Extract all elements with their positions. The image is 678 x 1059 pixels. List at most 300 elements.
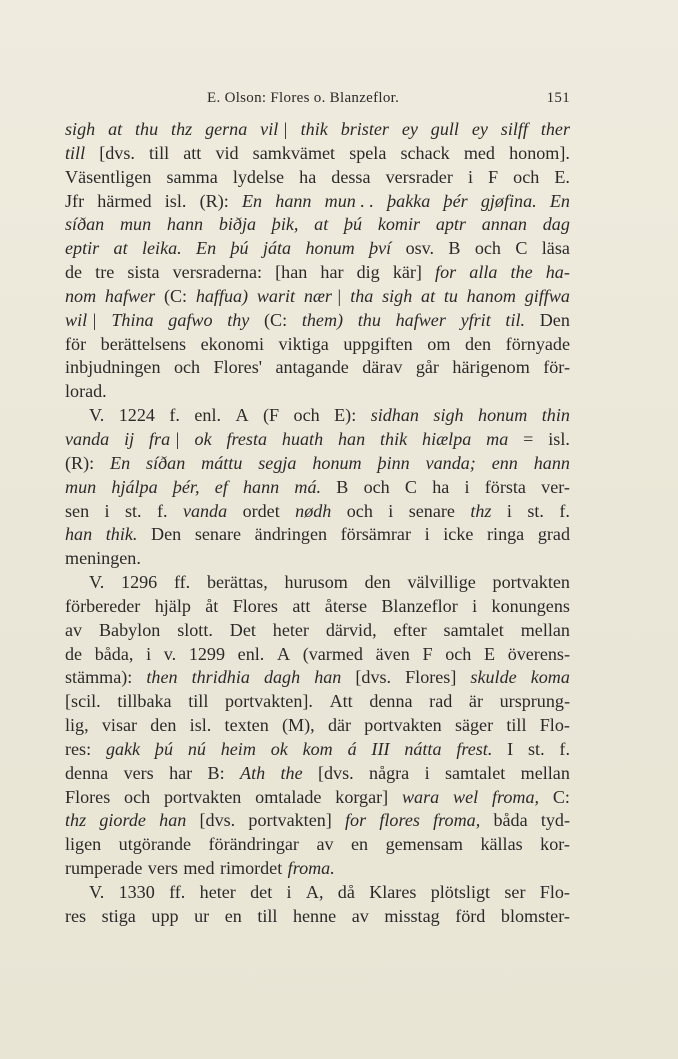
word: þik, [271, 214, 299, 235]
word: denna [369, 691, 413, 712]
word: fresta [226, 428, 268, 449]
word: biðja [218, 214, 257, 235]
word: vanda [182, 500, 228, 521]
word: síðan [65, 214, 105, 235]
word: wil | [65, 309, 97, 330]
word: st. [528, 738, 545, 759]
word: til. [505, 309, 526, 330]
word: þér [443, 190, 468, 211]
word: þakka [387, 190, 431, 211]
word: då [337, 882, 355, 902]
word: thz [65, 810, 87, 831]
word: förd [455, 905, 486, 926]
word: thu [135, 119, 159, 139]
word: at [113, 238, 128, 259]
word: i [464, 476, 470, 497]
text-line [65, 428, 570, 452]
word: A [235, 405, 249, 426]
word: förbereder [65, 595, 141, 616]
word: Flores [232, 595, 278, 616]
word: går [415, 357, 439, 378]
word: (C: [163, 285, 188, 306]
word: att [292, 595, 311, 616]
word: játa [262, 238, 292, 259]
text-line [65, 476, 570, 500]
word: f. [559, 500, 570, 521]
word: then [146, 667, 178, 688]
word: rad [429, 691, 453, 712]
word: aptr [435, 214, 466, 235]
word: gull [430, 119, 459, 139]
text-line [65, 833, 570, 857]
word: senare [408, 500, 455, 521]
word: inbjudningen [65, 357, 161, 378]
word: henne [292, 905, 337, 926]
word: [dvs. [317, 762, 354, 783]
word: gemensam [385, 834, 463, 855]
word: Ath [240, 762, 266, 783]
word: i [472, 595, 478, 616]
word: är [468, 691, 483, 712]
word: en [351, 834, 369, 855]
word: hjälp [154, 595, 191, 616]
word: säger [454, 715, 494, 736]
word: försämrar [340, 524, 411, 545]
text-line [65, 356, 570, 380]
word: enl. [237, 643, 265, 664]
word: thz [470, 500, 492, 521]
word: åt [205, 595, 219, 616]
word: den [364, 572, 391, 593]
word: for [345, 810, 367, 831]
word: i [506, 500, 512, 521]
word: isl. [189, 715, 212, 736]
text-line [65, 333, 570, 357]
word: for [435, 262, 457, 283]
word: ligen [65, 834, 102, 855]
word: nom [65, 285, 97, 306]
word: till [149, 142, 170, 163]
text-line [65, 786, 570, 810]
word: þér, [172, 476, 200, 497]
word: lorad. [65, 381, 107, 402]
word: den [464, 333, 492, 354]
word: hann [275, 190, 312, 211]
word: hurusom [284, 572, 348, 593]
word: spela [349, 142, 387, 163]
word: för- [543, 357, 570, 378]
word: rumperade [65, 858, 143, 879]
word: at [108, 119, 123, 139]
word: uppgiften [343, 333, 413, 354]
word: kär] [392, 262, 422, 283]
word: yfrit [460, 309, 491, 330]
word: thik [380, 428, 408, 449]
word: res: [65, 738, 92, 759]
word: mun . . [324, 190, 374, 211]
word: välvillige [407, 572, 476, 593]
word: sista [127, 262, 160, 283]
word: samkvämet [252, 142, 336, 163]
word: slott. [177, 619, 213, 640]
word: berättas, [206, 572, 268, 593]
word: och [513, 166, 540, 187]
text-line [65, 619, 570, 643]
text-line [65, 571, 570, 595]
word: V. [89, 405, 105, 426]
word: Blanzeflor [381, 595, 458, 616]
word: thin [541, 405, 570, 426]
word: ringa [487, 524, 525, 545]
word: segja [258, 452, 297, 473]
text-line [65, 547, 570, 571]
word: överens- [507, 643, 570, 664]
word: versrader [385, 166, 453, 187]
word: där [327, 715, 352, 736]
word: senare [194, 524, 242, 545]
word: hann [243, 476, 280, 497]
word: dig [356, 262, 380, 283]
word: han [159, 810, 187, 831]
word: sigh [65, 119, 96, 139]
word: sidhan [370, 405, 419, 426]
word: haffua) [195, 285, 249, 306]
word: brister [340, 119, 389, 139]
word: skulde [470, 667, 517, 688]
text-line [65, 285, 570, 309]
word: Thina [111, 309, 154, 330]
word: ser [504, 882, 526, 902]
word: heter [199, 882, 236, 902]
word: En [110, 452, 131, 473]
word: kom [302, 738, 333, 759]
word: det [250, 882, 273, 902]
word: hann [166, 214, 204, 235]
word: ey [471, 119, 488, 139]
word: Flores [65, 786, 111, 807]
word: Den [151, 524, 182, 545]
word: till [65, 142, 86, 163]
word: blomster- [500, 905, 570, 926]
text-line [65, 643, 570, 667]
word: því [369, 238, 392, 259]
word: [scil. [65, 691, 101, 712]
word: f. [169, 405, 180, 426]
word: denna [65, 762, 109, 783]
word: 1299 [188, 643, 226, 664]
word: st. [527, 500, 544, 521]
word: silff [500, 119, 528, 139]
word: [dvs. [99, 142, 135, 163]
word: och [445, 643, 472, 664]
word: Flores] [405, 667, 457, 688]
word: þú [344, 214, 363, 235]
word: ij [124, 428, 135, 449]
text-line [65, 595, 570, 619]
word: stiga [101, 905, 136, 926]
word: versraderna: [172, 262, 263, 283]
word: komir [377, 214, 421, 235]
word: honum [312, 452, 362, 473]
word: i [424, 762, 430, 783]
word: isl. [164, 190, 187, 211]
word: läsa [541, 238, 570, 259]
word: med [463, 142, 495, 163]
word: B [448, 238, 461, 259]
word: mun [65, 476, 97, 497]
word: má. [294, 476, 322, 497]
word: thu [357, 309, 381, 330]
word: F [422, 643, 433, 664]
word: huath [281, 428, 324, 449]
word: thy [227, 309, 250, 330]
word: [dvs. [355, 667, 392, 688]
word: tyd- [540, 810, 570, 831]
word: á [347, 738, 357, 759]
word: återse [324, 595, 367, 616]
word: enn [491, 452, 518, 473]
word: dessa [331, 166, 371, 187]
word: at [314, 214, 329, 235]
word: (R): [199, 190, 229, 211]
word: III [371, 738, 390, 759]
word: han [338, 428, 366, 449]
word: thik [300, 119, 328, 139]
word: upp [151, 905, 179, 926]
word: ekonomi [200, 333, 264, 354]
word: stämma): [65, 667, 133, 688]
word: the [510, 262, 533, 283]
word: texten [224, 715, 269, 736]
word: har [169, 762, 193, 783]
word: froma. [287, 858, 335, 879]
text-line [65, 380, 570, 404]
word: (R): [65, 452, 95, 473]
word: at [421, 285, 436, 306]
word: båda [493, 810, 528, 831]
word: av [316, 834, 334, 855]
word: En [241, 190, 263, 211]
word: nær | [303, 285, 342, 306]
word: hann [533, 452, 570, 473]
word: schack [400, 142, 450, 163]
word: ha [299, 166, 317, 187]
word: froma, [433, 810, 481, 831]
text-line [65, 213, 570, 237]
word: ey [401, 119, 418, 139]
word: därav [362, 357, 403, 378]
word: A, [305, 882, 324, 902]
word: Klares [369, 882, 417, 902]
word: Flores' [213, 357, 262, 378]
word: þú [230, 238, 249, 259]
word: icke [443, 524, 474, 545]
word: förändringar [208, 834, 299, 855]
word: C [515, 238, 528, 259]
word: vers [147, 858, 178, 879]
word: síðan [146, 452, 186, 473]
word: Att [329, 691, 353, 712]
word: (C: [264, 309, 288, 330]
text-line [65, 714, 570, 738]
word: honom]. [509, 142, 570, 163]
page-header [65, 90, 570, 110]
word: de [65, 262, 83, 283]
word: ordet [242, 500, 280, 521]
word: (varmed [302, 643, 363, 664]
word: med [183, 858, 215, 879]
word: att [183, 142, 202, 163]
word: ff. [173, 572, 191, 593]
word: gafwo [168, 309, 213, 330]
word: hanom [466, 285, 516, 306]
word: han [314, 667, 342, 688]
word: samma [166, 166, 218, 187]
word: E [483, 643, 496, 664]
word: ändringen [254, 524, 328, 545]
word: En [196, 238, 217, 259]
text-line [65, 762, 570, 786]
word: ma [486, 428, 509, 449]
word: Jfr [65, 190, 85, 211]
text-line [65, 142, 570, 166]
word: gerna [205, 119, 248, 139]
word: ok [270, 738, 288, 759]
word: konungens [491, 595, 570, 616]
word: portvakten] [248, 810, 332, 831]
word: har [320, 262, 344, 283]
word: efter [393, 619, 427, 640]
word: tu [443, 285, 458, 306]
word: hiælpa [422, 428, 472, 449]
word: þú [154, 738, 173, 759]
word: isl. [548, 428, 570, 449]
word: 1296 [121, 572, 158, 593]
word: E. [554, 166, 570, 187]
text-line [65, 809, 570, 833]
word: koma [530, 667, 570, 688]
word: enl. [194, 405, 222, 426]
word: meningen. [65, 548, 141, 569]
text-line [65, 666, 570, 690]
word: portvakten]. [224, 691, 313, 712]
word: Babylon [98, 619, 161, 640]
word: för [65, 333, 87, 354]
word: och [346, 500, 373, 521]
word: gjøfina. [480, 190, 537, 211]
word: Väsentligen [65, 166, 152, 187]
word: även [375, 643, 410, 664]
word: i [388, 500, 394, 521]
word: visar [101, 715, 138, 736]
word: gakk [105, 738, 141, 759]
word: Det [229, 619, 256, 640]
word: hafwer [395, 309, 446, 330]
word: mellan [520, 619, 570, 640]
word: och [293, 405, 320, 426]
word: V. [89, 572, 105, 593]
word: (M), [282, 715, 315, 736]
word: wara [401, 786, 440, 807]
word: nú [187, 738, 206, 759]
word: han [65, 524, 93, 545]
word: fra | [149, 428, 180, 449]
word: kor- [540, 834, 570, 855]
text-line [65, 905, 570, 929]
word: ef [214, 476, 228, 497]
word: ha- [545, 262, 570, 283]
text-line [65, 261, 570, 285]
text-line [65, 881, 570, 905]
word: heter [272, 619, 309, 640]
word: samtalet [443, 619, 504, 640]
text-line [65, 118, 570, 142]
word: [han [275, 262, 308, 283]
word: portvakten [163, 786, 242, 807]
word: ok [194, 428, 212, 449]
word: i [146, 643, 152, 664]
word: vil | [260, 119, 288, 139]
word: och [474, 238, 501, 259]
word: därvid, [325, 619, 377, 640]
text-line [65, 857, 570, 881]
word: osv. [405, 238, 435, 259]
word: I [507, 738, 514, 759]
word: honum [305, 238, 355, 259]
word: samtalet [444, 762, 506, 783]
word: f. [156, 500, 168, 521]
word: grad [537, 524, 570, 545]
word: leika. [141, 238, 182, 259]
word: f. [559, 738, 570, 759]
word: utgörande [118, 834, 192, 855]
word: tre [95, 262, 115, 283]
word: i [286, 882, 292, 902]
word: till [257, 905, 278, 926]
word: sigh [382, 285, 413, 306]
word: dag [542, 214, 570, 235]
word: viktiga [278, 333, 329, 354]
body-text [65, 118, 570, 929]
word: alla [469, 262, 498, 283]
word: i [104, 500, 110, 521]
word: i [424, 524, 430, 545]
word: C [404, 476, 417, 497]
word: hjálpa [111, 476, 158, 497]
word: E): [334, 405, 357, 426]
word: Flo- [539, 882, 570, 902]
word: B: [207, 762, 225, 783]
word: härigenom [452, 357, 530, 378]
word: antagande [275, 357, 349, 378]
word: ur [194, 905, 210, 926]
word: portvakten [364, 715, 442, 736]
word: om [427, 333, 451, 354]
word: máttu [201, 452, 243, 473]
word: tillbaka [117, 691, 172, 712]
word: v. [163, 643, 177, 664]
text-line [65, 237, 570, 261]
word: i [467, 166, 473, 187]
word: portvakten [492, 572, 570, 593]
word: the [280, 762, 303, 783]
word: 1224 [118, 405, 155, 426]
word: res [65, 905, 87, 926]
word: båda, [94, 643, 134, 664]
word: annan [481, 214, 527, 235]
word: lydelse [232, 166, 285, 187]
word: ver- [541, 476, 570, 497]
